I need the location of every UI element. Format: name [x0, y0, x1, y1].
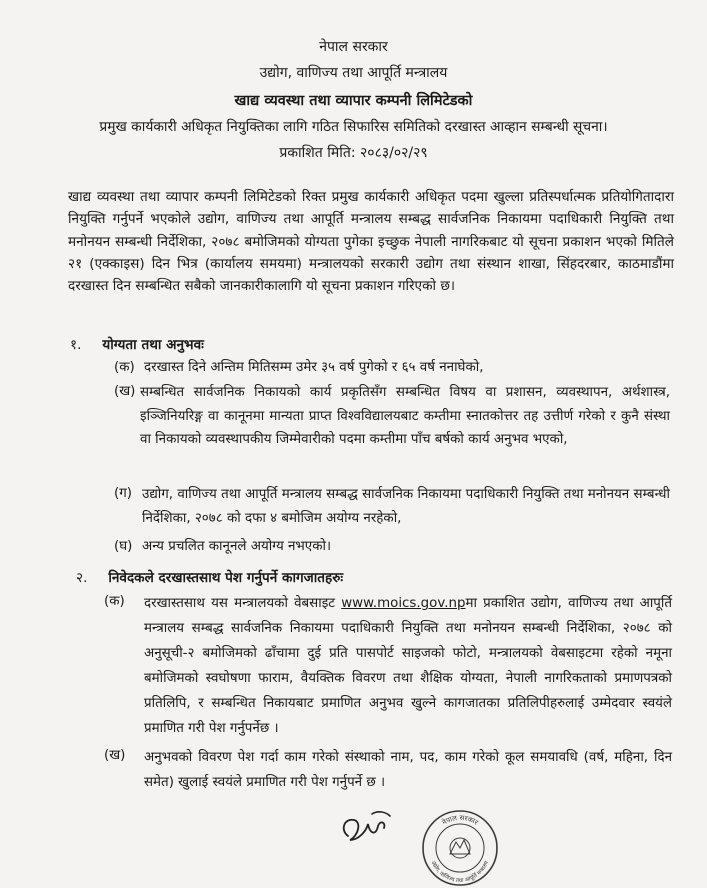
signature: [338, 806, 398, 850]
svg-text:नेपाल सरकार: नेपाल सरकार: [440, 813, 480, 827]
notice-title: प्रमुख कार्यकारी अधिकृत नियुक्तिका लागि गठित सिफारिस समितिको दरखास्त आव्हान सम्बन्धी सूचना।: [99, 119, 608, 135]
qualification-item-ga: [114, 483, 670, 531]
publish-date: प्रकाशित मिति: २०८३/०२/२९: [279, 145, 428, 161]
ministry-seal: [420, 808, 500, 888]
item-text: उद्योग, वाणिज्य तथा आपूर्ति मन्त्रालय सम्बद्ध सार्वजनिक निकायमा पदाधिकारी नियुक्ति तथा मनोनयन सम्बन्धी निर्देशिका, २०७८ को दफा ४ बमोजिम अयोग्य नरहेको,: [142, 487, 670, 526]
section-1-number: १.: [70, 337, 82, 353]
company-name: खाद्य व्यवस्था तथा व्यापार कम्पनी लिमिटेडको: [234, 93, 473, 109]
item-text: अनुभवको विवरण पेश गर्दा काम गरेको संस्थाको नाम, पद, काम गरेको कूल समयावधि (वर्ष, महिना, दिन समेत) खुलाई स्वयंले प्रमाणित गरी पेश गर्नुपर्ने छ ।: [144, 750, 672, 790]
item-text-before: दरखास्तसाथ यस मन्त्रालयको वेबसाइट: [144, 596, 336, 611]
section-1-title: योग्यता तथा अनुभवः: [102, 337, 204, 353]
item-label: (ख): [114, 384, 136, 399]
svg-text:उद्योग, वाणिज्य तथा आपूर्ति मन: उद्योग, वाणिज्य तथा आपूर्ति मन्त्रालय: [429, 860, 491, 885]
item-text: [144, 591, 672, 741]
item-text-after: मा प्रकाशित उद्योग, वाणिज्य तथा आपूर्ति मन्त्रालय सम्बद्ध सार्वजनिक निकायमा पदाधिकारी नियुक्ति तथा मनोनयन सम्बन्धी निर्देशिका, २०७८ को अनुसूची-२ बमोजिमको ढाँचामा दुई प्रति पासपोर्ट साइजको फोटो, मन्त्रालयको वेबसाइटमा रहेको नमूना बमोजिमको स्वघोषणा फाराम, वैयक्तिक विवरण तथा शैक्षिक योग्यता, नेपाली नागरिकताको प्रमाणपत्रको प्रतिलिपि, र सम्बन्धित निकायबाट प्रमाणित अनुभव खुल्ने कागजातका प्रतिलिपीहरुलाई उम्मेदवार स्वयंले प्रमाणित गरी पेश गर्नुपर्नेछ ।: [144, 596, 672, 736]
item-label: (क): [114, 360, 135, 375]
item-text: दरखास्त दिने अन्तिम मितिसम्म उमेर ३५ वर्ष पुगेको र ६५ वर्ष ननाघेको,: [144, 360, 484, 375]
item-label: (ख): [104, 748, 126, 763]
ministry-name: उद्योग, वाणिज्य तथा आपूर्ति मन्त्रालय: [259, 65, 448, 81]
item-label: (ग): [114, 486, 132, 501]
item-label: (घ): [114, 539, 133, 554]
document-item-ka: [104, 591, 672, 741]
intro-paragraph: खाद्य व्यवस्था तथा व्यापार कम्पनी लिमिटेडको रिक्त प्रमुख कार्यकारी अधिकृत पदमा खुल्ला प्रतिस्पर्धात्मक प्रतियोगितादारा नियुक्ति गर्नुपर्ने भएकोले उद्योग, वाणिज्य तथा आपूर्ति मन्त्रालय सम्बद्ध सार्वजनिक निकायमा पदाधिकारी नियुक्ति तथा मनोनयन सम्बन्धी निर्देशिका, २०७८ बमोजिमको योग्यता पुगेका इच्छुक नेपाली नागरिकबाट यो सूचना प्रकाशन भएको मितिले २१ (एक्काइस) दिन भित्र (कार्यालय समयमा) मन्त्रालयको सरकारी उद्योग तथा संस्थान शाखा, सिंहदरबार, काठमाडौंमा दरखास्त दिन सम्बन्धित सबैको जानकारीकालागि यो सूचना प्रकाशन गरिएको छ।: [68, 189, 674, 295]
item-text: अन्य प्रचलित कानूनले अयोग्य नभएको।: [142, 539, 332, 554]
item-text: सम्बन्धित सार्वजनिक निकायको कार्य प्रकृतिसँग सम्बन्धित विषय वा प्रशासन, व्यवस्थापन, अर्थशास्त्र, इञ्जिनियरिङ्ग वा कानूनमा मान्यता प्राप्त विश्वविद्यालयबाट कम्तीमा स्नातकोत्तर तह उत्तीर्ण गरेको र कुनै संस्था वा निकायको व्यवस्थापकीय जिम्मेवारीको पदमा कम्तीमा पाँच बर्षको कार्य अनुभव भएको,: [140, 385, 670, 447]
section-2-title: निवेदकले दरखास्तसाथ पेश गर्नुपर्ने कागजातहरुः: [108, 570, 344, 586]
document-item-kha: [104, 745, 672, 795]
qualification-item-kha: [114, 381, 670, 452]
section-2-heading: [76, 567, 343, 586]
item-label: (क): [104, 594, 125, 609]
qualification-item-gha: [114, 536, 662, 558]
government-name: नेपाल सरकार: [319, 39, 388, 55]
qualification-item-ka: [114, 357, 664, 379]
section-1-heading: [70, 334, 204, 353]
section-2-number: २.: [76, 570, 88, 586]
ministry-website-link[interactable]: www.moics.gov.np: [341, 596, 466, 611]
